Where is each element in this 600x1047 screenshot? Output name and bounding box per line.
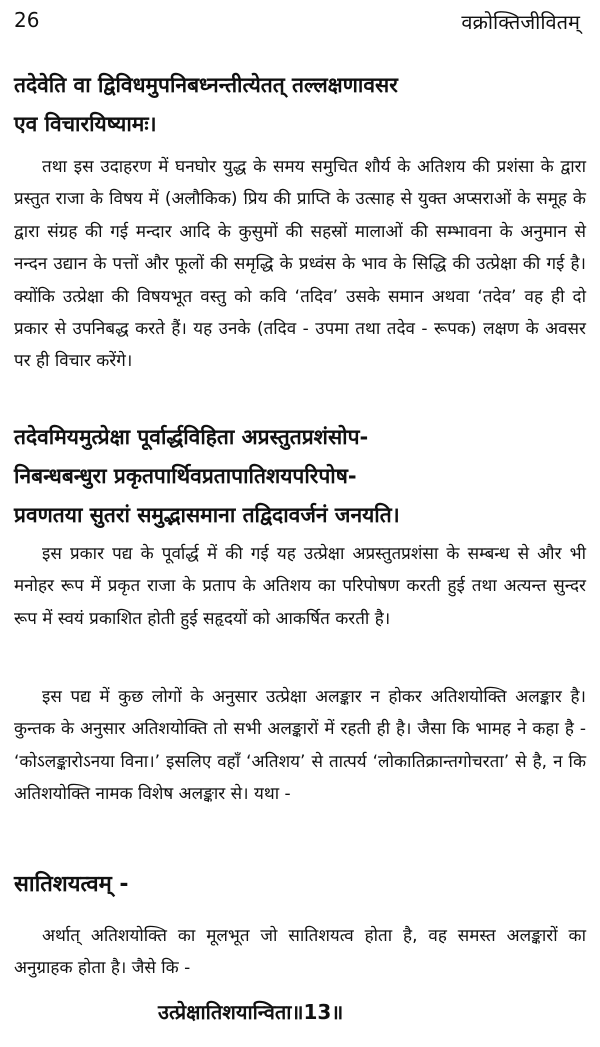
commentary-paragraph-2 xyxy=(14,538,586,635)
paragraph-text: अर्थात् अतिशयोक्ति का मूलभूत जो सातिशयत्व होता है, वह समस्त अलङ्कारों का अनुग्राहक होता है। जैसे कि - xyxy=(14,926,586,979)
running-title: वक्रोक्तिजीवितम् xyxy=(461,10,580,34)
commentary-paragraph-3 xyxy=(14,681,586,811)
verse-line: एव विचारयिष्यामः। xyxy=(14,112,157,136)
verse-block-2 xyxy=(14,418,586,535)
commentary-paragraph-1 xyxy=(14,151,586,378)
paragraph-text: इस पद्य में कुछ लोगों के अनुसार उत्प्रेक्षा अलङ्कार न होकर अतिशयोक्ति अलङ्कार है। कुन्तक के अनुसार अतिशयोक्ति तो सभी अलङ्कारों में रहती ही है। जैसा कि भामह ने कहा है - ‘कोऽलङ्कारोऽनया विना।’ इसलिए वहाँ ‘अतिशय’ से तात्पर्य ‘लोकातिक्रान्तगोचरता’ से है, न कि अतिशयोक्ति नामक विशेष अलङ्कार से। यथा - xyxy=(14,687,586,805)
commentary-paragraph-4 xyxy=(14,920,586,985)
verse-line: तदेवमियमुत्प्रेक्षा पूर्वार्द्धविहिता अप्रस्तुतप्रशंसोप- xyxy=(14,425,369,449)
paragraph-text: तथा इस उदाहरण में घनघोर युद्ध के समय समुचित शौर्य के अतिशय की प्रशंसा के द्वारा प्रस्तुत राजा के विषय में (अलौकिक) प्रिय की प्राप्ति के उत्साह से युक्त अप्सराओं के समूह के द्वारा संग्रह की गई मन्दार आदि के कुसुमों की सहस्रों मालाओं की सम्भावना के अनुमान से नन्दन उद्यान के पत्तों और फूलों की समृद्धि के प्रध्वंस के भाव के सिद्धि की उत्प्रेक्षा की गई है। क्योंकि उत्प्रेक्षा की विषयभूत वस्तु को कवि ‘तदिव’ उसके समान अथवा ‘तदेव’ वह ही दो प्रकार से उपनिबद्ध करते हैं। यह उनके (तदिव - उपमा तथा तदेव - रूपक) लक्षण के अवसर पर ही विचार करेंगे। xyxy=(14,157,586,372)
verse-line: तदेवेति वा द्विविधमुपनिबध्नन्तीत्येतत् तल्लक्षणावसर xyxy=(14,73,398,97)
section-heading: सातिशयत्वम् - xyxy=(14,872,129,897)
paragraph-text: इस प्रकार पद्य के पूर्वार्द्ध में की गई यह उत्प्रेक्षा अप्रस्तुतप्रशंसा के सम्बन्ध से और भी मनोहर रूप में प्रकृत राजा के प्रताप के अतिशय का परिपोषण करती हुई तथा अत्यन्त सुन्दर रूप में स्वयं प्रकाशित होती हुई सहृदयों को आकर्षित करती है। xyxy=(14,544,586,629)
verse-line: प्रवणतया सुतरां समुद्भासमाना तद्विदावर्जनं जनयति। xyxy=(14,503,400,527)
page-number: 26 xyxy=(14,8,40,32)
karika-line: उत्प्रेक्षातिशयान्विता॥13॥ xyxy=(158,1000,344,1024)
verse-line: निबन्धबन्धुरा प्रकृतपार्थिवप्रतापातिशयपरिपोष- xyxy=(14,464,357,488)
verse-block-1 xyxy=(14,66,586,144)
